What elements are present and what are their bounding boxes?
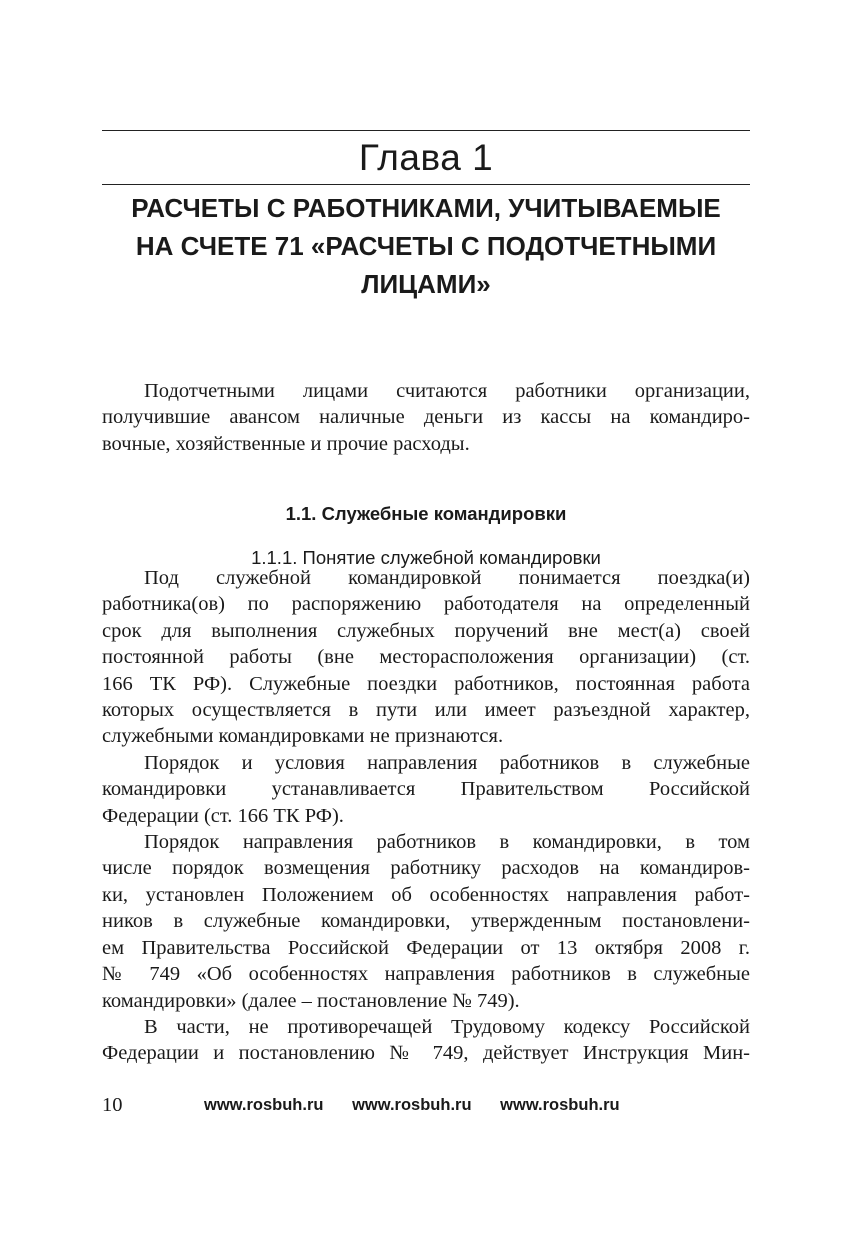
footer-link[interactable]: www.rosbuh.ru: [352, 1096, 472, 1114]
book-page: [102, 0, 750, 1241]
text-line: Порядок направления работников в командировки, в том: [144, 831, 750, 854]
text-line: получившие авансом наличные деньги из кассы на командиро-: [102, 406, 750, 429]
text-line: Федерации и постановлению № 749, действует Инструкция Мин-: [102, 1042, 750, 1065]
footer-links: [204, 1093, 620, 1117]
intro-paragraph: [102, 378, 750, 457]
paragraph-procedure: [102, 750, 750, 829]
text-line: командировки устанавливается Правительством Российской: [102, 778, 750, 801]
chapter-title-line: РАСЧЕТЫ С РАБОТНИКАМИ, УЧИТЫВАЕМЫЕ: [131, 193, 721, 223]
footer-link[interactable]: www.rosbuh.ru: [204, 1096, 324, 1114]
footer-link[interactable]: www.rosbuh.ru: [500, 1096, 620, 1114]
chapter-title: [102, 189, 750, 303]
text-line: ников в служебные командировки, утвержденным постановлени-: [102, 910, 750, 933]
text-line: Под служебной командировкой понимается поездка(и): [144, 567, 750, 589]
text-line: Подотчетными лицами считаются работники организации,: [144, 380, 750, 402]
text-line: вочные, хозяйственные и прочие расходы.: [102, 432, 470, 455]
text-line: Порядок и условия направления работников в служебные: [144, 751, 750, 774]
section-heading: 1.1. Служебные командировки: [285, 503, 567, 525]
text-line: срок для выполнения служебных поручений вне мест(а) своей: [102, 619, 750, 642]
text-line: 166 ТК РФ). Служебные поездки работников, постоянная работа: [102, 672, 750, 695]
page-footer: [102, 1092, 750, 1118]
chapter-title-line: НА СЧЕТЕ 71 «РАСЧЕТЫ С ПОДОТЧЕТНЫМИ: [135, 231, 717, 261]
chapter-bottom-rule: [102, 184, 750, 185]
subsection-heading: 1.1.1. Понятие служебной командировки: [251, 546, 601, 568]
chapter-top-rule: [102, 130, 750, 131]
text-line: постоянной работы (вне месторасположения организации) (ст.: [102, 646, 750, 669]
paragraph-definition: [102, 565, 750, 750]
text-line: которых осуществляется в пути или имеет разъездной характер,: [102, 699, 750, 722]
text-line: ем Правительства Российской Федерации от 13 октября 2008 г.: [102, 936, 750, 959]
text-line: ки, установлен Положением об особенностях направления работ-: [102, 883, 750, 906]
text-line: № 749 «Об особенностях направления работников в служебные: [102, 963, 750, 986]
paragraph-regulation: [102, 829, 750, 1014]
page-number: 10: [102, 1094, 123, 1116]
text-line: Федерации (ст. 166 ТК РФ).: [102, 804, 344, 827]
paragraph-instruction: [102, 1014, 750, 1067]
chapter-label: Глава 1: [358, 137, 494, 178]
chapter-title-line: ЛИЦАМИ»: [361, 269, 491, 299]
main-body-text: [102, 565, 750, 1067]
text-line: служебными командировками не признаются.: [102, 725, 504, 748]
text-line: В части, не противоречащей Трудовому кодексу Российской: [144, 1015, 750, 1038]
text-line: работника(ов) по распоряжению работодателя на определенный: [102, 593, 750, 616]
text-line: числе порядок возмещения работнику расходов на командиров-: [102, 857, 750, 880]
text-line: командировки» (далее – постановление № 749).: [102, 989, 520, 1012]
